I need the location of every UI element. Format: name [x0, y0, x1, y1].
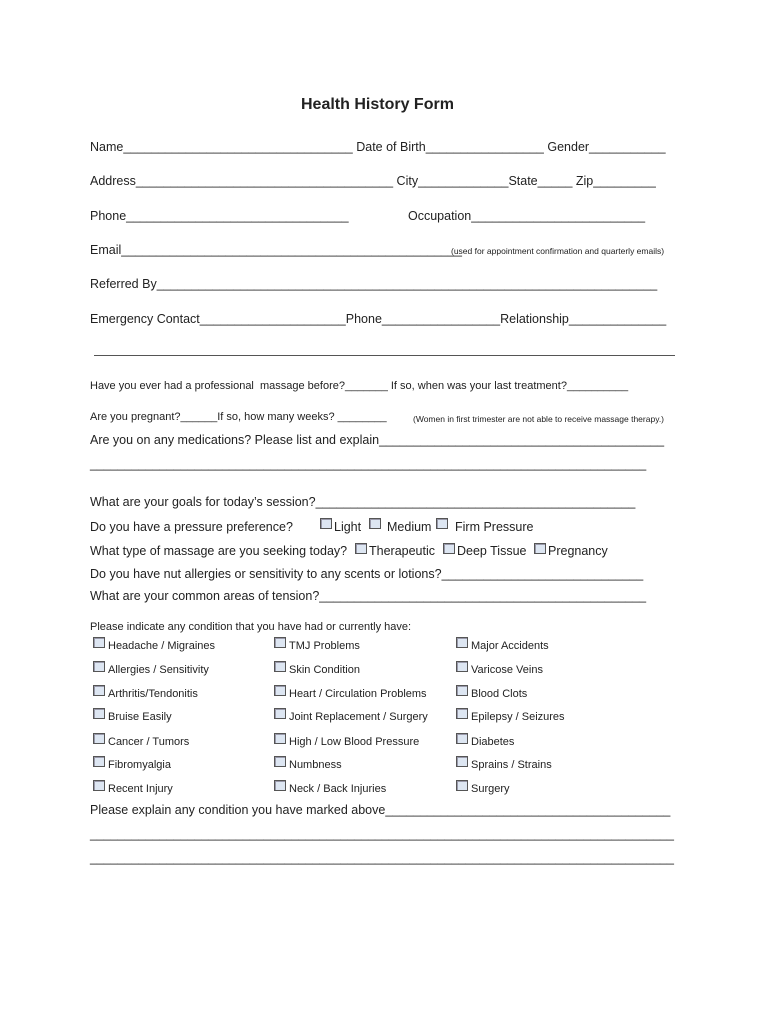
condition-label: Skin Condition: [289, 664, 360, 676]
pressure-medium-checkbox[interactable]: [369, 518, 381, 529]
condition-label: Arthritis/Tendonitis: [108, 688, 198, 700]
explain-line-2[interactable]: ____________________________________________________________________________________: [90, 827, 674, 841]
emergency-contact-line[interactable]: Emergency Contact_____________________Phone_________________Relationship______________: [90, 312, 667, 326]
condition-checkbox[interactable]: [274, 685, 286, 696]
condition-label: Major Accidents: [471, 640, 549, 652]
condition-checkbox[interactable]: [456, 756, 468, 767]
form-title: Health History Form: [301, 96, 454, 113]
medications-question[interactable]: Are you on any medications? Please list and explain_________________________________________: [90, 433, 665, 447]
type-therapeutic-label: Therapeutic: [369, 544, 436, 558]
condition-checkbox[interactable]: [93, 708, 105, 719]
address-line[interactable]: Address_____________________________________ City_____________State_____ Zip_________: [90, 174, 656, 188]
condition-checkbox[interactable]: [456, 780, 468, 791]
condition-label: High / Low Blood Pressure: [289, 736, 420, 748]
referred-by-line[interactable]: Referred By________________________________________________________________________: [90, 277, 658, 291]
pressure-question: Do you have a pressure preference?: [90, 520, 293, 534]
condition-checkbox[interactable]: [456, 637, 468, 648]
condition-label: Surgery: [471, 783, 510, 795]
occupation-line[interactable]: Occupation_________________________: [408, 209, 646, 223]
condition-label: Allergies / Sensitivity: [108, 664, 209, 676]
condition-checkbox[interactable]: [93, 756, 105, 767]
condition-checkbox[interactable]: [274, 756, 286, 767]
condition-label: Recent Injury: [108, 783, 173, 795]
condition-label: Bruise Easily: [108, 711, 172, 723]
condition-checkbox[interactable]: [274, 708, 286, 719]
condition-label: Joint Replacement / Surgery: [289, 711, 428, 723]
allergies-question[interactable]: Do you have nut allergies or sensitivity to any scents or lotions?_____________________________: [90, 567, 644, 581]
explain-question[interactable]: Please explain any condition you have marked above_________________________________________: [90, 803, 671, 817]
condition-label: Epilepsy / Seizures: [471, 711, 565, 723]
condition-label: Neck / Back Injuries: [289, 783, 387, 795]
condition-checkbox[interactable]: [456, 661, 468, 672]
condition-label: TMJ Problems: [289, 640, 360, 652]
condition-checkbox[interactable]: [274, 780, 286, 791]
condition-checkbox[interactable]: [93, 661, 105, 672]
section-divider: [94, 355, 675, 356]
pressure-firm-label: Firm Pressure: [455, 520, 534, 534]
condition-label: Diabetes: [471, 736, 515, 748]
condition-checkbox[interactable]: [93, 780, 105, 791]
type-pregnancy-checkbox[interactable]: [534, 543, 546, 554]
condition-checkbox[interactable]: [93, 733, 105, 744]
condition-label: Headache / Migraines: [108, 640, 216, 652]
condition-label: Numbness: [289, 759, 342, 771]
condition-label: Sprains / Strains: [471, 759, 552, 771]
pressure-firm-checkbox[interactable]: [436, 518, 448, 529]
tension-question[interactable]: What are your common areas of tension?_______________________________________________: [90, 589, 647, 603]
type-deep-tissue-checkbox[interactable]: [443, 543, 455, 554]
phone-line[interactable]: Phone________________________________: [90, 209, 349, 223]
pressure-light-label: Light: [334, 520, 362, 534]
type-therapeutic-checkbox[interactable]: [355, 543, 367, 554]
type-pregnancy-label: Pregnancy: [548, 544, 608, 558]
massage-before-question[interactable]: Have you ever had a professional massage before?_______ If so, when was your last treatment?__________: [90, 380, 629, 392]
condition-checkbox[interactable]: [274, 733, 286, 744]
condition-checkbox[interactable]: [456, 708, 468, 719]
condition-checkbox[interactable]: [456, 733, 468, 744]
goals-question[interactable]: What are your goals for today’s session?______________________________________________: [90, 495, 636, 509]
condition-label: Varicose Veins: [471, 664, 543, 676]
condition-label: Fibromyalgia: [108, 759, 171, 771]
pregnant-question[interactable]: Are you pregnant?______If so, how many weeks? ________: [90, 411, 387, 423]
medications-line-2[interactable]: ________________________________________________________________________________: [90, 457, 647, 471]
explain-line-3[interactable]: ____________________________________________________________________________________: [90, 851, 674, 865]
email-line[interactable]: Email_________________________________________________: [90, 243, 462, 257]
email-note: (used for appointment confirmation and quarterly emails): [451, 246, 665, 256]
condition-checkbox[interactable]: [93, 637, 105, 648]
condition-checkbox[interactable]: [274, 637, 286, 648]
pregnant-note: (Women in first trimester are not able to receive massage therapy.): [413, 414, 665, 424]
condition-checkbox[interactable]: [456, 685, 468, 696]
conditions-intro: Please indicate any condition that you have had or currently have:: [90, 621, 412, 633]
pressure-medium-label: Medium: [387, 520, 432, 534]
type-deep-tissue-label: Deep Tissue: [457, 544, 527, 558]
massage-type-question: What type of massage are you seeking today?: [90, 544, 348, 558]
condition-label: Blood Clots: [471, 688, 528, 700]
pressure-light-checkbox[interactable]: [320, 518, 332, 529]
condition-label: Heart / Circulation Problems: [289, 688, 427, 700]
condition-checkbox[interactable]: [274, 661, 286, 672]
condition-checkbox[interactable]: [93, 685, 105, 696]
condition-label: Cancer / Tumors: [108, 736, 190, 748]
name-dob-gender-line[interactable]: Name_________________________________ Date of Birth_________________ Gender___________: [90, 140, 666, 154]
